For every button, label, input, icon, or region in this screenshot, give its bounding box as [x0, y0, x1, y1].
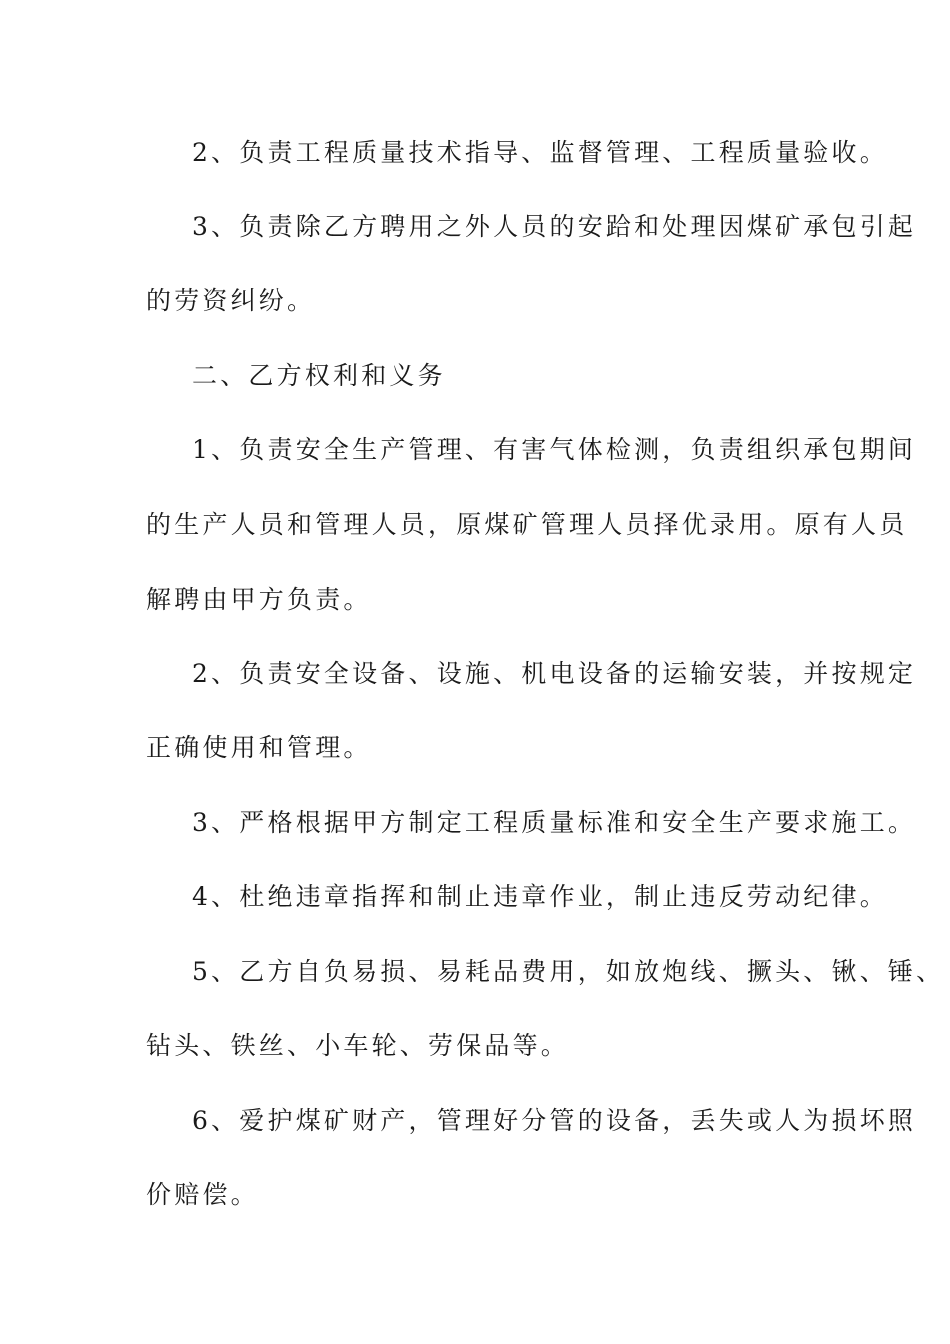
text-line-8: 2、负责安全设备、设施、机电设备的运输安装，并按规定 [192, 659, 917, 688]
text-line-1: 2、负责工程质量技术指导、监督管理、工程质量验收。 [192, 138, 888, 167]
text-line-14: 6、爱护煤矿财产，管理好分管的设备，丢失或人为损坏照 [192, 1106, 917, 1135]
text-line-3: 的劳资纠纷。 [146, 286, 316, 315]
section-heading: 二、乙方权利和义务 [192, 361, 446, 390]
text-line-11: 4、杜绝违章指挥和制止违章作业，制止违反劳动纪律。 [192, 882, 888, 911]
text-line-9: 正确使用和管理。 [146, 733, 372, 762]
text-line-12: 5、乙方自负易损、易耗品费用，如放炮线、撅头、锹、锤、 [192, 957, 945, 986]
text-line-2: 3、负责除乙方聘用之外人员的安跲和处理因煤矿承包引起 [192, 212, 917, 241]
text-line-6: 的生产人员和管理人员，原煤矿管理人员择优录用。原有人员 [146, 510, 908, 539]
text-line-13: 钻头、铁丝、小车轮、劳保品等。 [146, 1031, 570, 1060]
text-line-15: 价赔偿。 [146, 1180, 259, 1209]
text-line-5: 1、负责安全生产管理、有害气体检测，负责组织承包期间 [192, 435, 917, 464]
text-line-7: 解聘由甲方负责。 [146, 585, 372, 614]
text-line-10: 3、严格根据甲方制定工程质量标准和安全生产要求施工。 [192, 808, 917, 837]
